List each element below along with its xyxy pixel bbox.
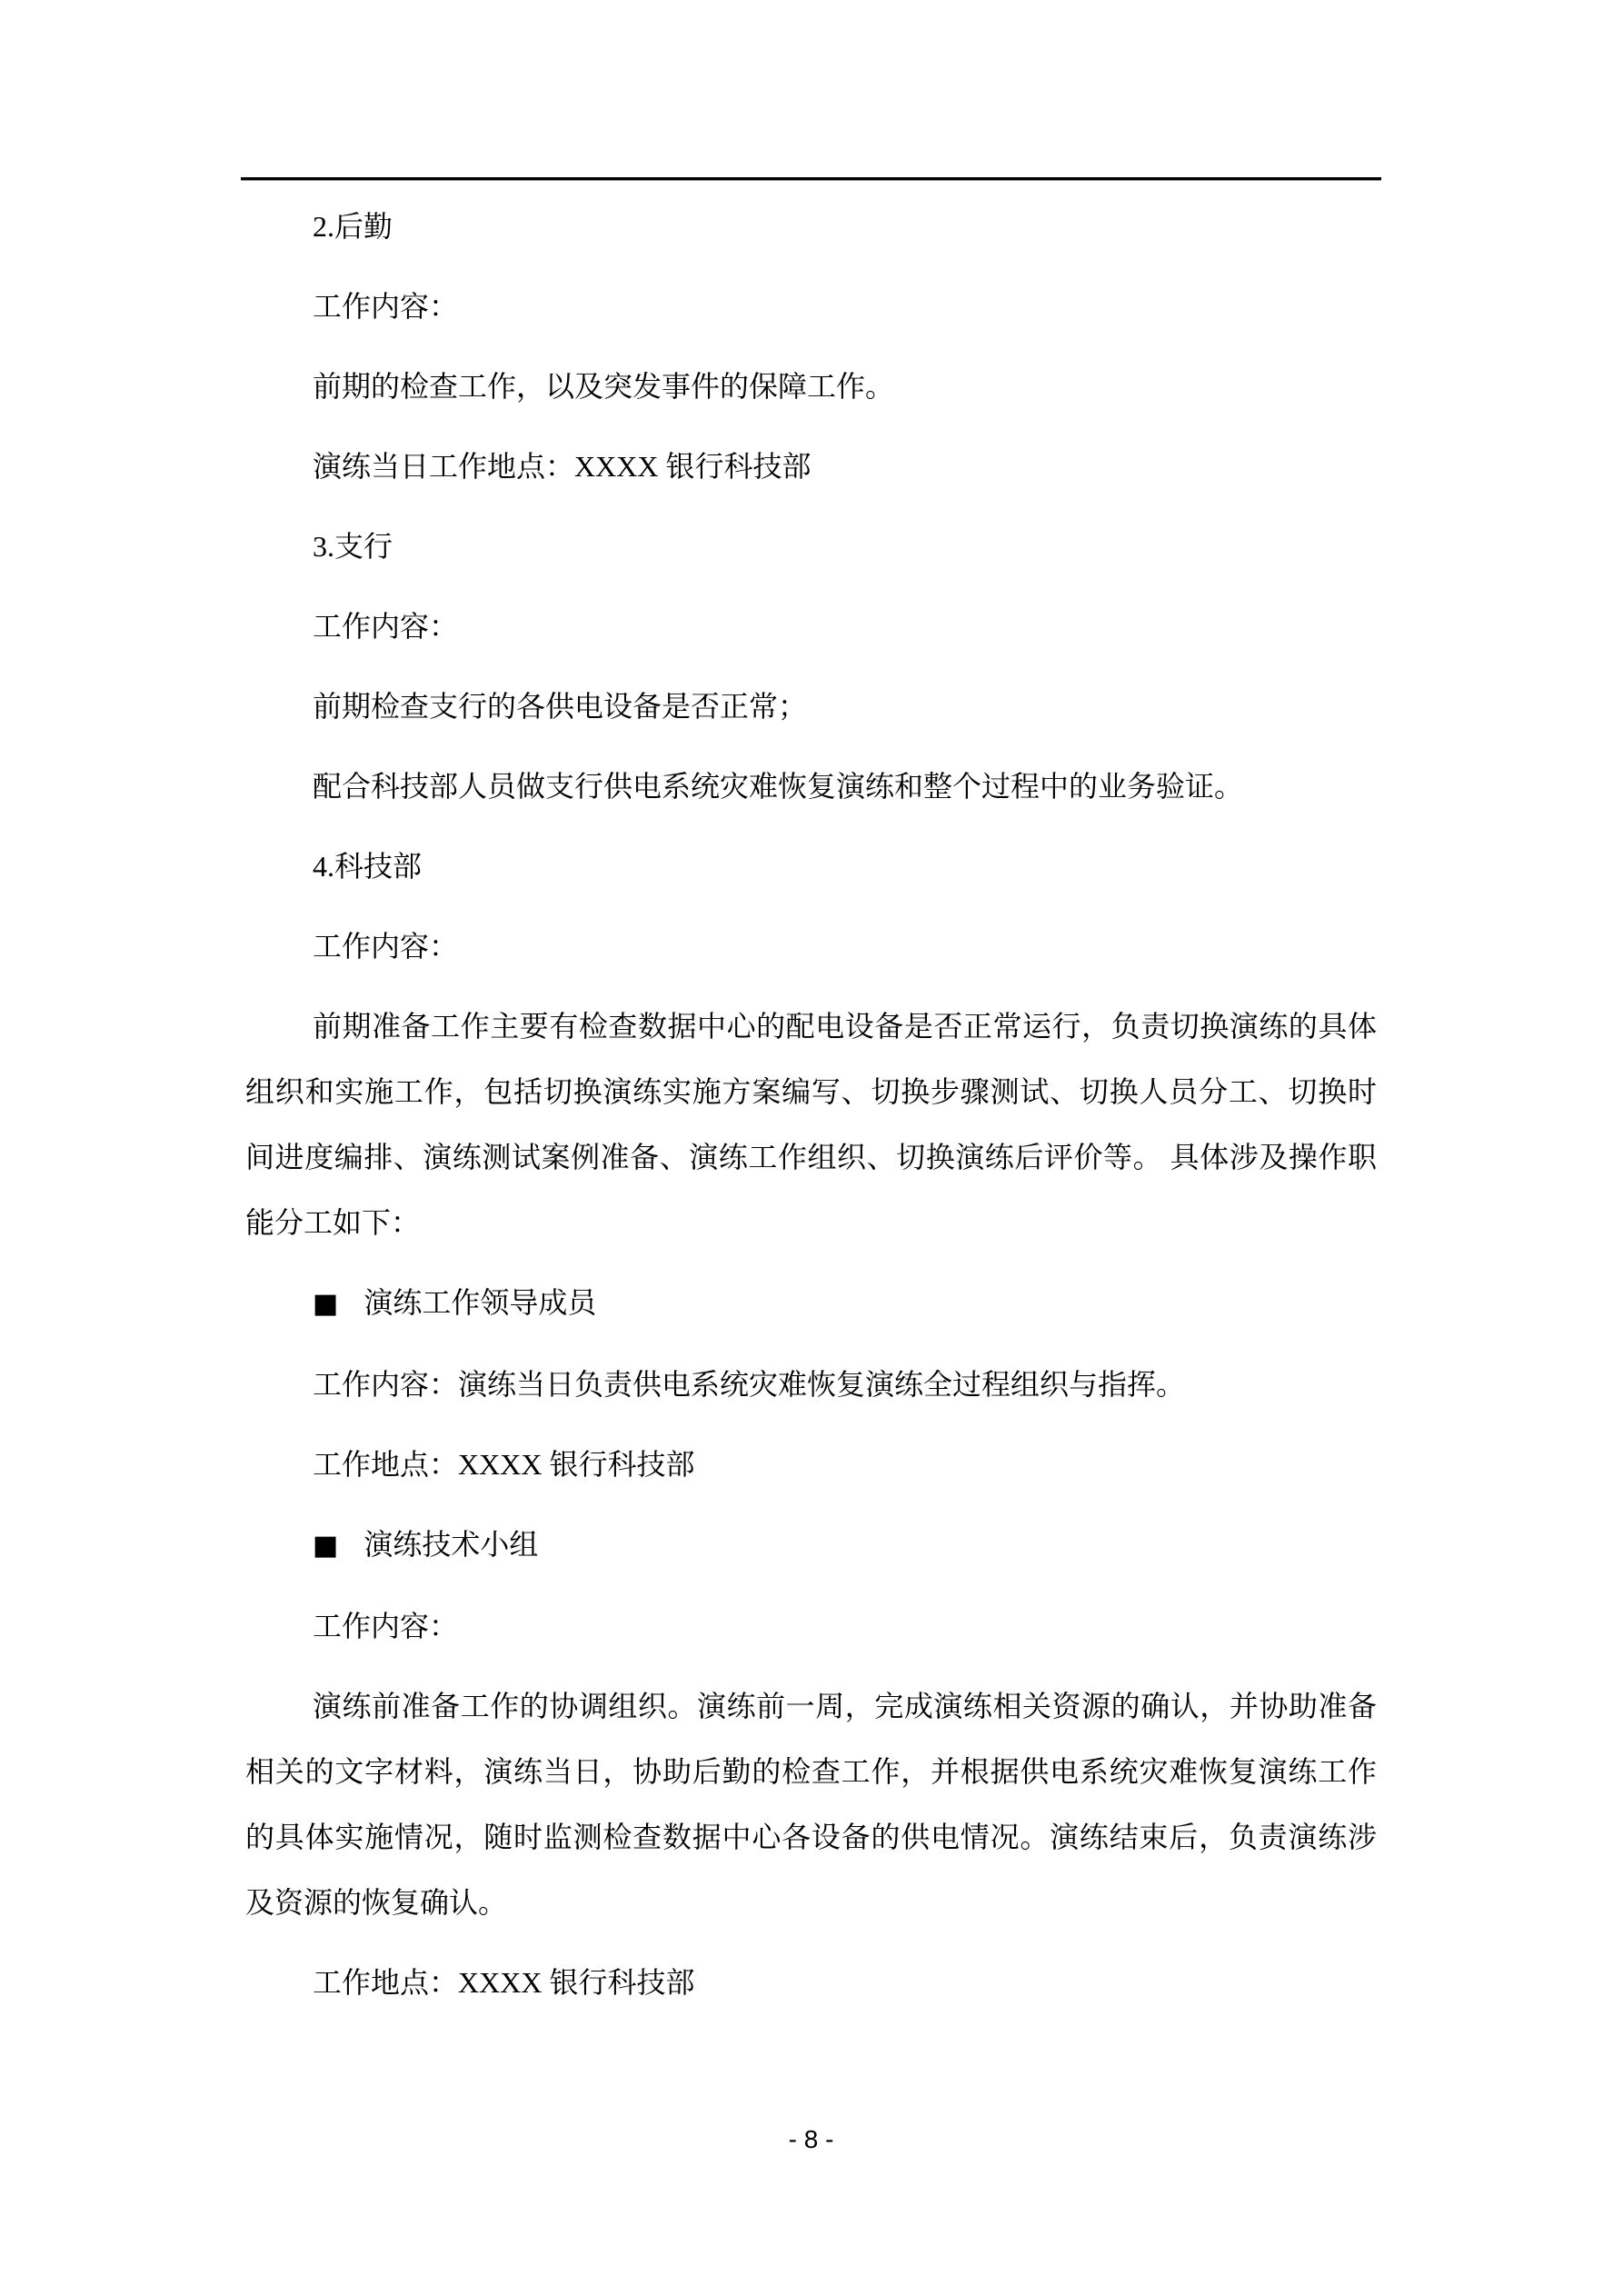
para-tech-group-details: 演练前准备工作的协调组织。演练前一周，完成演练相关资源的确认，并协助准备相关的文字材料，演练当日，协助后勤的检查工作，并根据供电系统灾难恢复演练工作的具体实施情况，随时监测检查数据中心各设备的供电情况。演练结束后，负责演练涉及资源的恢复确认。 bbox=[245, 1690, 1377, 1919]
para-drill-day-location: 演练当日工作地点：XXXX 银行科技部 bbox=[313, 450, 812, 483]
para-leader-group-content: 工作内容：演练当日负责供电系统灾难恢复演练全过程组织与指挥。 bbox=[313, 1368, 1186, 1401]
para-preparation-details: 前期准备工作主要有检查数据中心的配电设备是否正常运行，负责切换演练的具体组织和实施工作，包括切换演练实施方案编写、切换步骤测试、切换人员分工、切换时间进度编排、演练测试案例准备、演练工作组织、切换演练后评价等。 具体涉及操作职能分工如下： bbox=[245, 1010, 1377, 1239]
page-number: - 8 - bbox=[788, 2125, 834, 2153]
label-work-content: 工作内容： bbox=[313, 1610, 459, 1642]
para-tech-group-location: 工作地点：XXXX 银行科技部 bbox=[313, 1966, 695, 1999]
label-work-content: 工作内容： bbox=[313, 290, 459, 323]
bullet-item-leader-group bbox=[245, 1270, 1377, 1337]
section-heading-2-logistics: 2.后勤 bbox=[313, 210, 393, 243]
bullet-item-tech-group-label: 演练技术小组 bbox=[363, 1528, 539, 1561]
para-precheck-branch-power: 前期检查支行的各供电设备是否正常； bbox=[313, 690, 808, 723]
label-work-content: 工作内容： bbox=[313, 610, 459, 643]
bullet-item-leader-group-label: 演练工作领导成员 bbox=[363, 1286, 597, 1319]
para-early-check: 前期的检查工作，以及突发事件的保障工作。 bbox=[313, 370, 895, 403]
page-footer bbox=[245, 2123, 1377, 2156]
section-heading-3-branch: 3.支行 bbox=[313, 530, 393, 563]
bullet-square-icon: ■ bbox=[313, 1530, 339, 1562]
para-cooperate-verification: 配合科技部人员做支行供电系统灾难恢复演练和整个过程中的业务验证。 bbox=[313, 770, 1244, 803]
section-heading-4-tech-dept: 4.科技部 bbox=[313, 850, 423, 883]
para-leader-group-location: 工作地点：XXXX 银行科技部 bbox=[313, 1448, 695, 1481]
label-work-content: 工作内容： bbox=[313, 930, 459, 963]
bullet-square-icon: ■ bbox=[313, 1288, 339, 1320]
bullet-item-tech-group bbox=[245, 1512, 1377, 1579]
document-body bbox=[245, 179, 1377, 2030]
